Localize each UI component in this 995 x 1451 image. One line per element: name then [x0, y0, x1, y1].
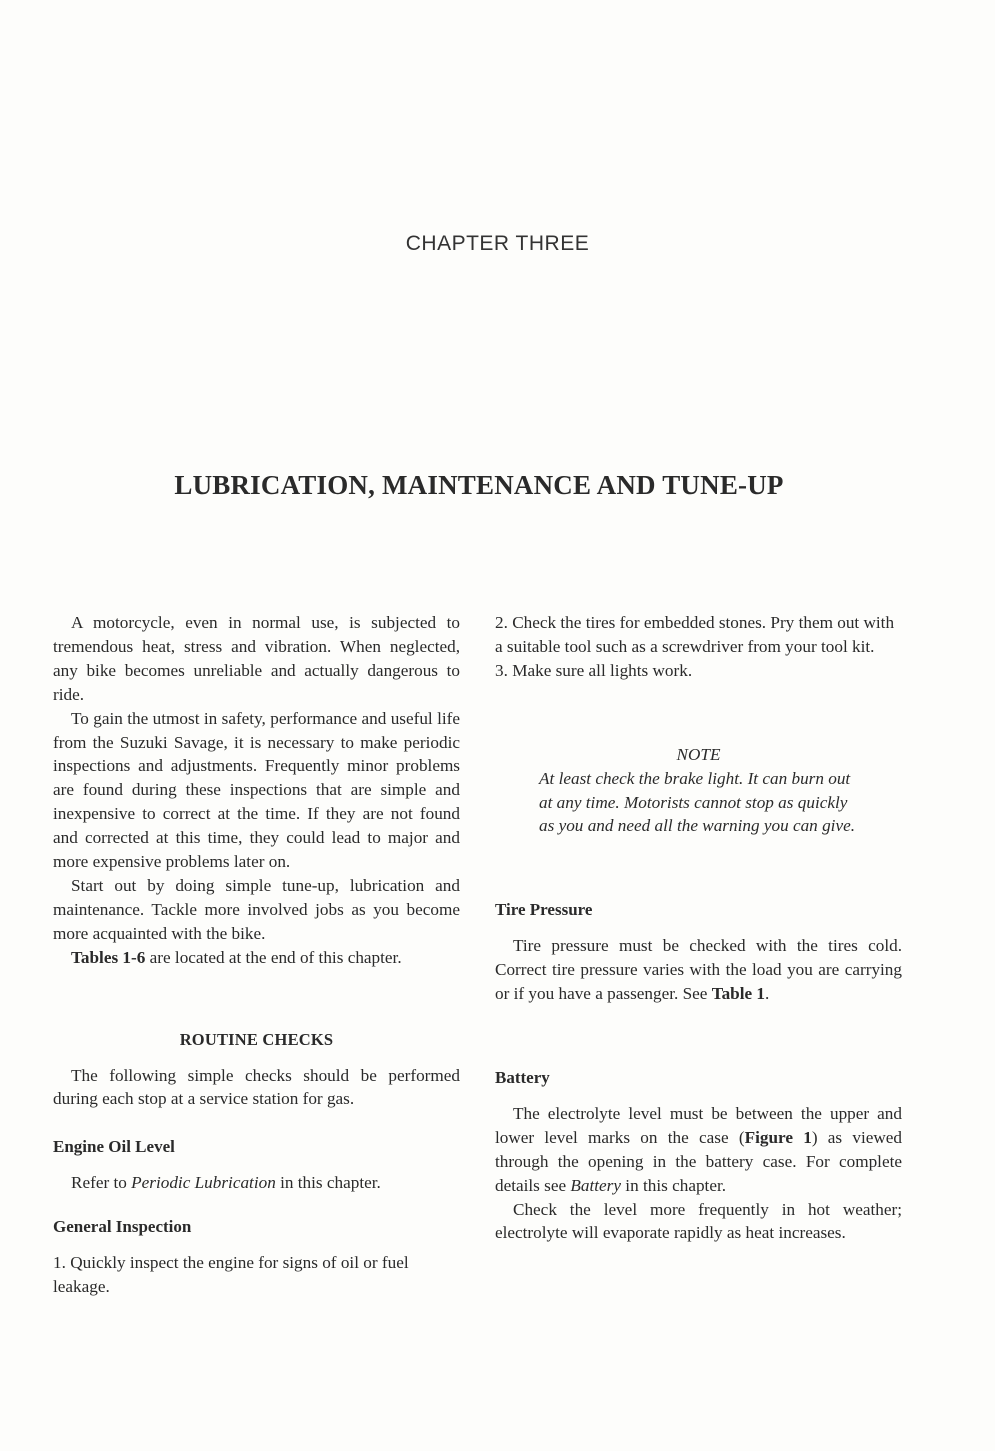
tables-ref: Tables 1-6 [71, 947, 146, 967]
intro-paragraph-1: A motorcycle, even in normal use, is subjected to tremendous heat, stress and vibration. When neglected, any bike becomes unreliable and actually dangerous to ride. [53, 613, 460, 704]
intro-paragraph-3: Start out by doing simple tune-up, lubrication and maintenance. Tackle more involved jobs as you become more acquainted with the bike. [53, 875, 460, 943]
tables-note-text: are located at the end of this chapter. [145, 947, 402, 967]
note-label: NOTE [676, 744, 721, 764]
periodic-lubrication-ref: Periodic Lubrication [131, 1173, 276, 1193]
engine-oil-heading: Engine Oil Level [53, 1137, 175, 1157]
battery-text-1 [495, 1102, 902, 1198]
routine-checks-heading: ROUTINE CHECKS [179, 1029, 334, 1049]
battery-text-2: Check the level more frequently in hot weather; electrolyte will evaporate rapidly as heat increases. [495, 1199, 902, 1243]
tire-pressure-text-pre: Tire pressure must be checked with the tires cold. Correct tire pressure varies with the load you are carrying or if you have a passenger. See [495, 936, 902, 1004]
engine-oil-text [53, 1171, 460, 1195]
chapter-label: CHAPTER THREE [405, 232, 590, 255]
inspection-item-3: 3. Make sure all lights work. [495, 660, 693, 680]
battery-text-mid: ) as viewed through the opening in the battery case. For complete details see [495, 1127, 902, 1195]
inspection-item-2: 2. Check the tires for embedded stones. Pry them out with a suitable tool such as a screwdriver from your tool kit. [495, 613, 895, 656]
tables-note [53, 946, 460, 970]
intro-paragraph-2: To gain the utmost in safety, performance and useful life from the Suzuki Savage, it is necessary to make periodic inspections and adjustments. Frequently minor problems are found during these inspections that are simple and inexpensive to correct at the time. If they are not found and corrected at this time, they could lead to major and more expensive problems later on. [53, 708, 460, 872]
left-column [53, 611, 460, 1299]
general-inspection-heading: General Inspection [53, 1217, 192, 1237]
note-text: At least check the brake light. It can burn out at any time. Motorists cannot stop as quickly as you and need all the warning you can give. [539, 768, 855, 836]
right-column [495, 611, 902, 1245]
tire-pressure-text [495, 934, 902, 1006]
routine-checks-text: The following simple checks should be performed during each stop at a service station for gas. [53, 1065, 460, 1109]
engine-oil-text-post: in this chapter. [275, 1173, 381, 1193]
battery-text-post: in this chapter. [621, 1175, 727, 1195]
tire-pressure-text-post: . [765, 984, 770, 1004]
chapter-title: LUBRICATION, MAINTENANCE AND TUNE-UP [174, 470, 784, 500]
figure-1-ref: Figure 1 [744, 1127, 812, 1147]
tire-pressure-heading: Tire Pressure [495, 900, 593, 920]
table-1-ref: Table 1 [711, 984, 766, 1004]
inspection-item-1: 1. Quickly inspect the engine for signs of oil or fuel leakage. [53, 1253, 409, 1296]
engine-oil-text-pre: Refer to [71, 1173, 132, 1193]
battery-ref: Battery [570, 1175, 621, 1195]
battery-heading: Battery [495, 1067, 550, 1087]
battery-text-pre: The electrolyte level must be between the upper and lower level marks on the case ( [495, 1103, 902, 1147]
